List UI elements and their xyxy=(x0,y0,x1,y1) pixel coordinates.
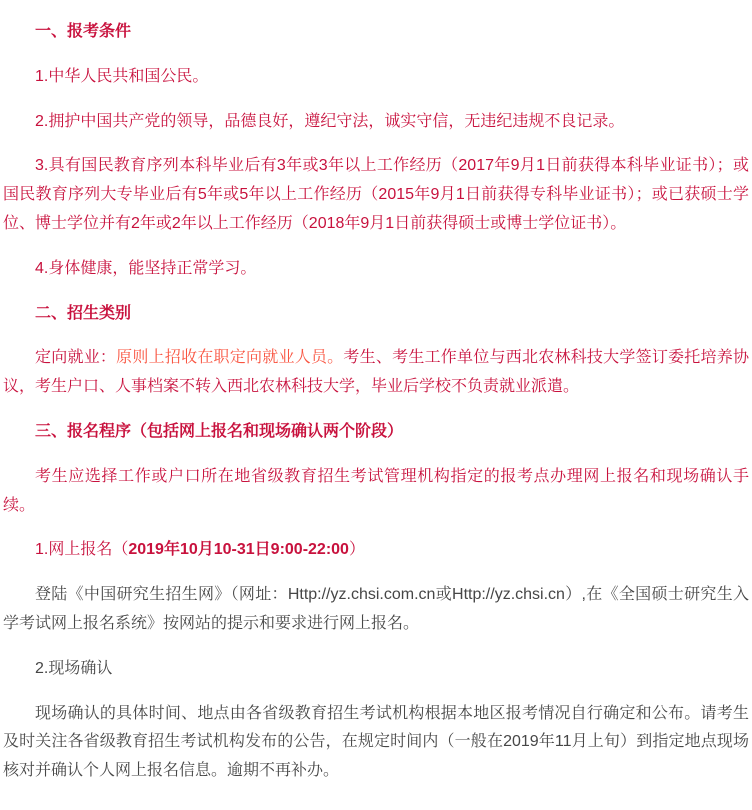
para-onsite-confirmation-detail: 现场确认的具体时间、地点由各省级教育招生考试机构根据本地区报考情况自行确定和公布。请考生及时关注各省级教育招生考试机构发布的公告，在规定时间内（一般在2019年11月上旬）到指定地点现场核对并确认个人网上报名信息。逾期不再补办。 xyxy=(3,704,749,780)
directed-employment-detail: 考生、考生工作单位与西北农林科技大学签订委托培养协议，考生户口、人事档案不转入西北农林科技大学，毕业后学校不负责就业派遣。 xyxy=(3,349,749,396)
para-work-experience-requirement: 3.具有国民教育序列本科毕业后有3年或3年以上工作经历（2017年9月1日前获得本科毕业证书）；或国民教育序列大专毕业后有5年或5年以上工作经历（2015年9月1日前获得专科毕业证书）；或已获硕士学位、博士学位并有2年或2年以上工作经历（2018年9月1日前获得硕士或博士学位证书）。 xyxy=(3,157,749,232)
para-onsite-confirmation-title: 2.现场确认 xyxy=(35,659,113,677)
online-registration-prefix: 1.网上报名（ xyxy=(35,541,129,559)
heading-registration-procedure: 三、报名程序（包括网上报名和现场确认两个阶段） xyxy=(35,422,404,440)
para-registration-website: 登陆《中国研究生招生网》（网址：Http://yz.chsi.com.cn或Http://yz.chsi.cn）,在《全国硕士研究生入学考试网上报名系统》按网站的提示和要求进行网上报名。 xyxy=(3,586,749,632)
heading-enrollment-category: 二、招生类别 xyxy=(35,304,132,322)
para-directed-employment xyxy=(3,344,749,402)
para-online-registration xyxy=(3,536,749,565)
para-health-requirement: 4.身体健康，能坚持正常学习。 xyxy=(35,259,257,277)
online-registration-suffix: ） xyxy=(348,541,365,559)
directed-employment-highlight: 原则上招收在职定向就业人员。 xyxy=(116,349,344,367)
online-registration-period: 2019年10月10-31日9:00-22:00 xyxy=(128,541,349,559)
para-political-requirement: 2.拥护中国共产党的领导，品德良好，遵纪守法，诚实守信，无违纪违规不良记录。 xyxy=(35,112,625,130)
para-registration-point: 考生应选择工作或户口所在地省级教育招生考试管理机构指定的报考点办理网上报名和现场确认手续。 xyxy=(3,467,749,514)
directed-employment-label: 定向就业： xyxy=(35,349,117,367)
heading-application-requirements: 一、报考条件 xyxy=(35,23,132,40)
para-citizen-requirement: 1.中华人民共和国公民。 xyxy=(35,67,209,85)
